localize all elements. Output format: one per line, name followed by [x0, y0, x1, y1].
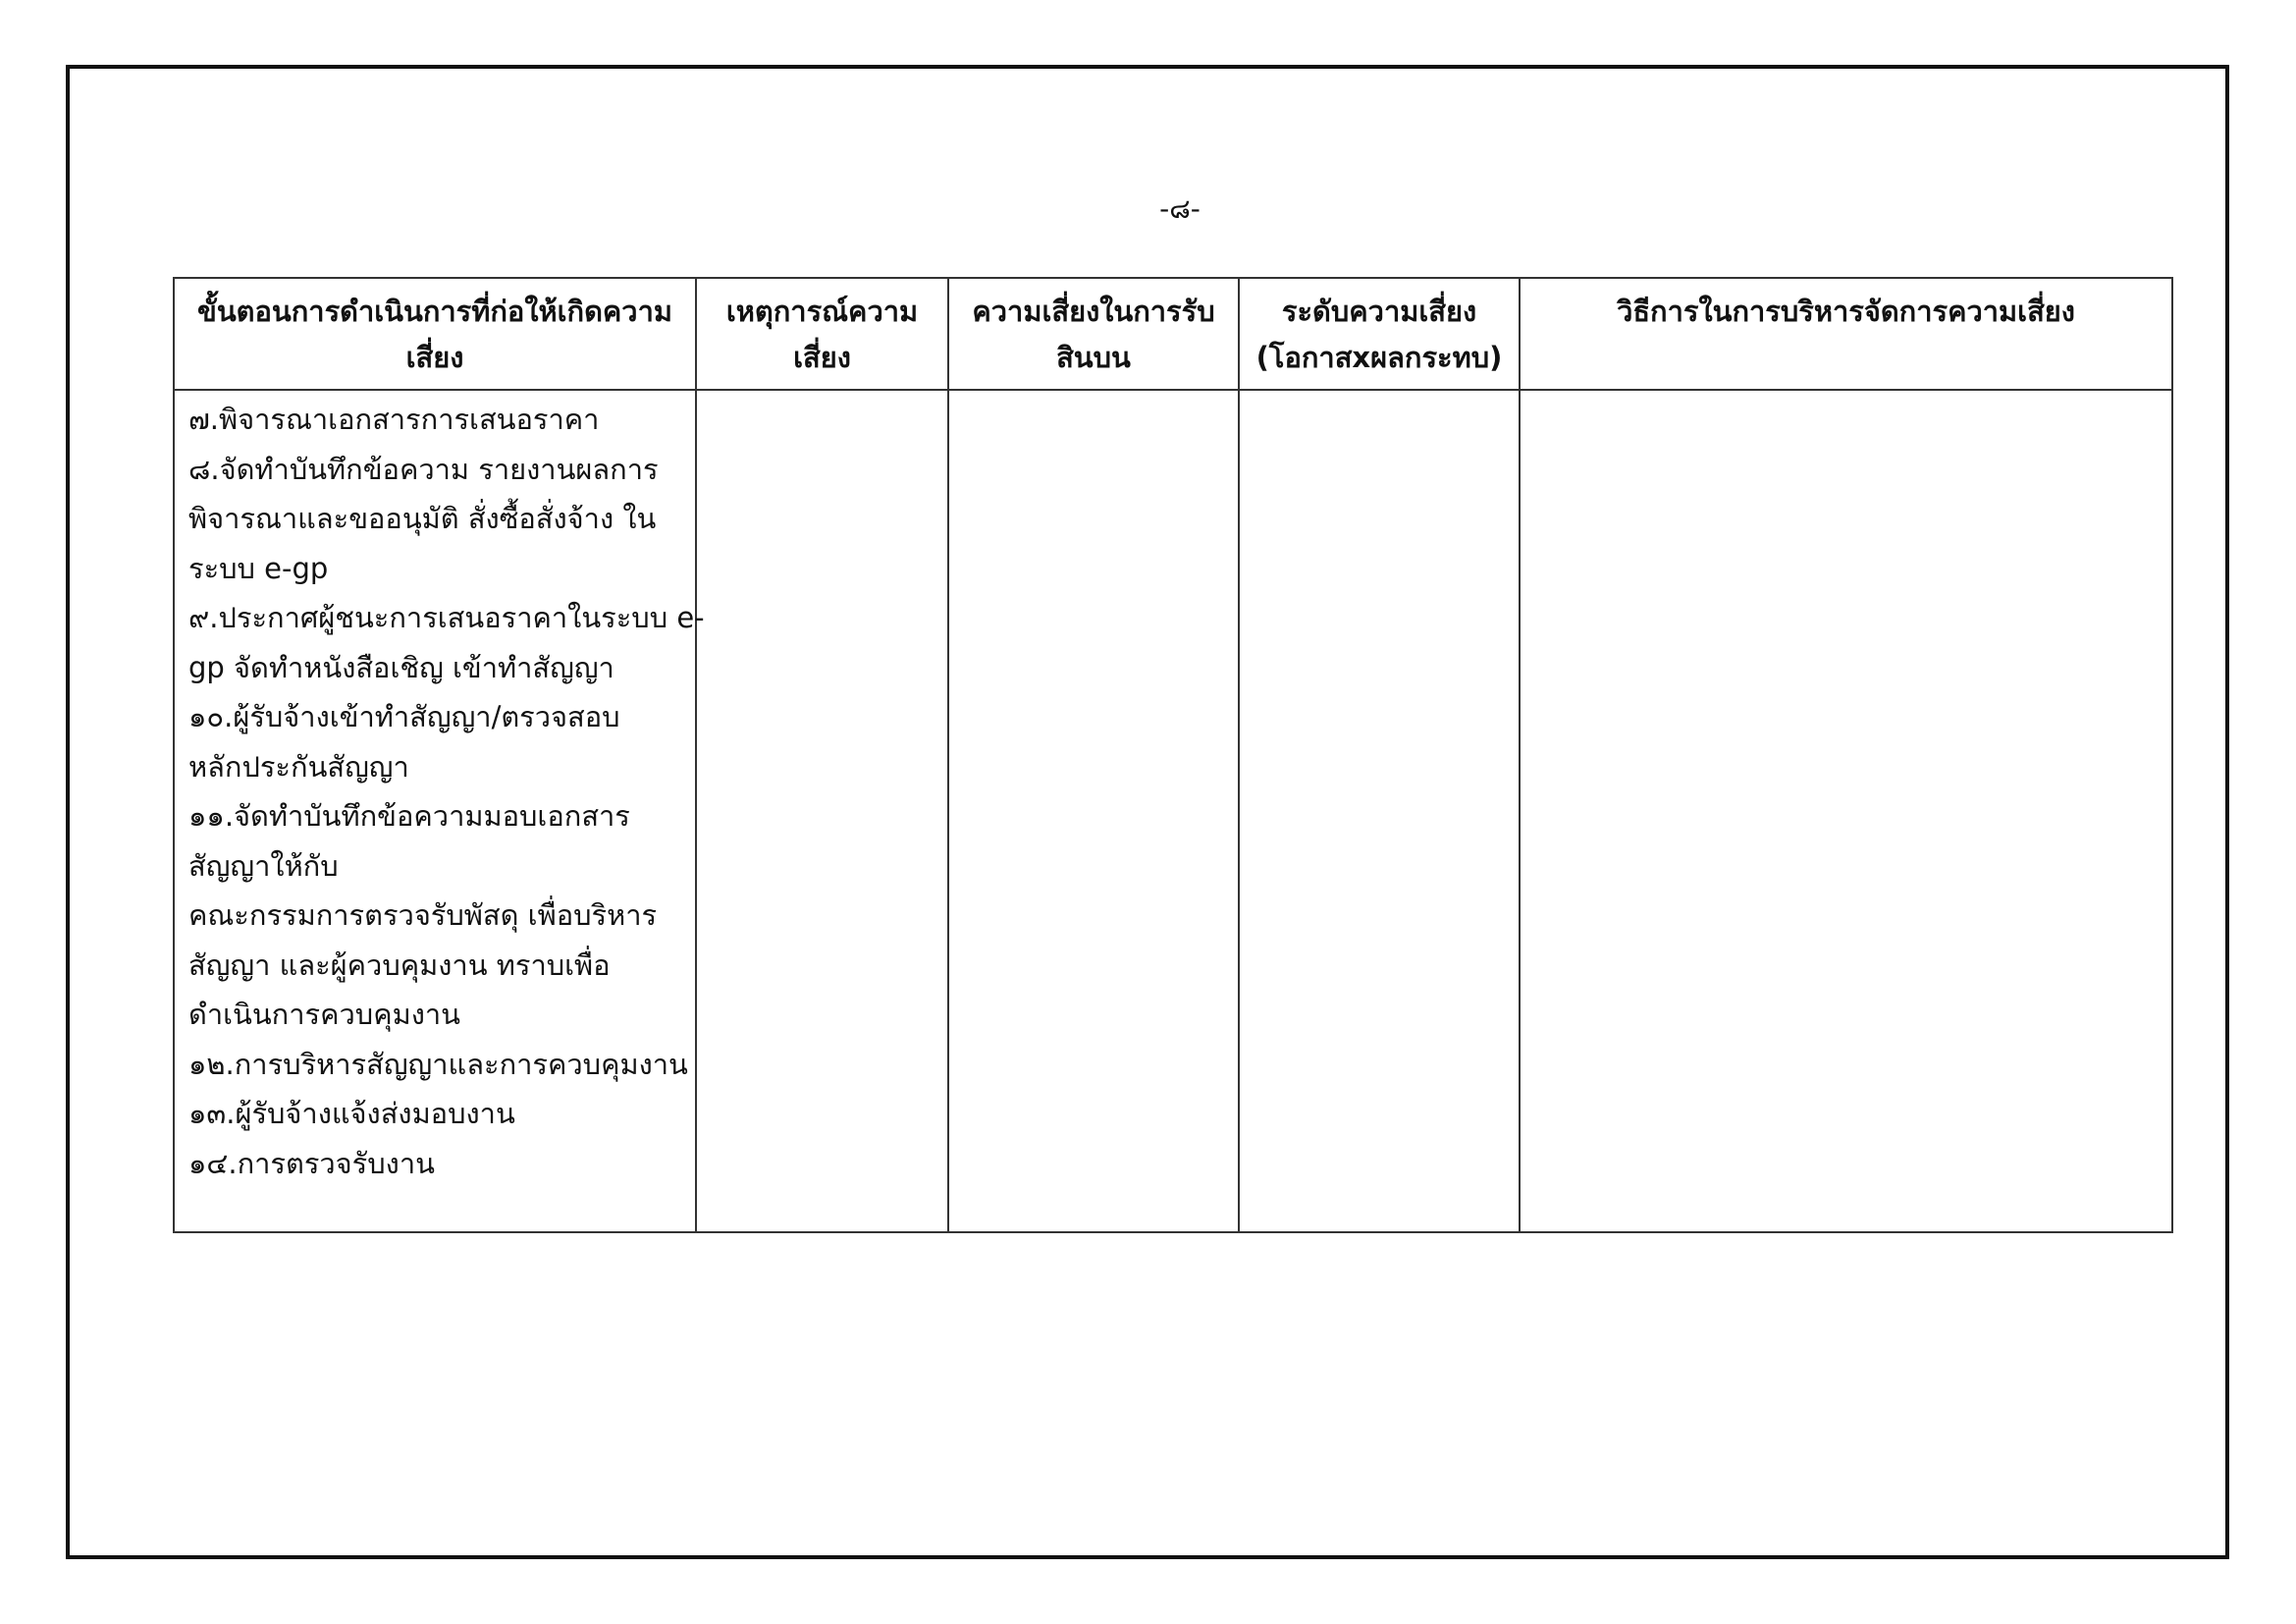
step-line: ๑๒.การบริหารสัญญาและการควบคุมงาน — [188, 1047, 688, 1081]
table-row — [174, 390, 2172, 1232]
risk-assessment-table — [173, 277, 2173, 1233]
step-line: ๙.ประกาศผู้ชนะการเสนอราคาในระบบ e- — [188, 601, 705, 634]
header-bribery-risk — [948, 278, 1239, 390]
cell-process-steps — [174, 390, 705, 1232]
step-line: gp จัดทำหนังสือเชิญ เข้าทำสัญญา — [188, 650, 614, 684]
step-line: คณะกรรมการตรวจรับพัสดุ เพื่อบริหาร — [188, 898, 658, 932]
step-line: ๑๐.ผู้รับจ้างเข้าทำสัญญา/ตรวจสอบ — [188, 700, 620, 733]
process-steps-list — [188, 395, 705, 1188]
header-risk-management-method — [1520, 278, 2172, 390]
step-line: ๘.จัดทำบันทึกข้อความ รายงานผลการ — [188, 452, 659, 486]
step-line: พิจารณาและขออนุมัติ สั่งซื้อสั่งจ้าง ใน — [188, 502, 657, 535]
step-line: ๑๔.การตรวจรับงาน — [188, 1146, 435, 1180]
header-text-line: วิธีการในการบริหารจัดการความเสี่ยง — [1617, 295, 2075, 328]
header-text-line: ความเสี่ยงในการรับ — [972, 295, 1215, 328]
step-line: ๑๑.จัดทำบันทึกข้อความมอบเอกสาร — [188, 799, 630, 833]
header-text-line: เสี่ยง — [405, 341, 464, 374]
step-line: ๗.พิจารณาเอกสารการเสนอราคา — [188, 403, 600, 436]
cell-risk-level — [1239, 390, 1520, 1232]
step-line: ดำเนินการควบคุมงาน — [188, 998, 460, 1031]
header-text-line: (โอกาสxผลกระทบ) — [1255, 341, 1503, 374]
header-process-steps — [174, 278, 696, 390]
header-text-line: สินบน — [1056, 341, 1131, 374]
step-line: สัญญา และผู้ควบคุมงาน ทราบเพื่อ — [188, 947, 611, 982]
cell-bribery-risk — [948, 390, 1239, 1232]
step-line: สัญญาให้กับ — [188, 848, 339, 883]
step-line: ระบบ e-gp — [188, 551, 329, 585]
header-text-line: ขั้นตอนการดำเนินการที่ก่อให้เกิดความ — [197, 295, 672, 328]
table-header-row — [174, 278, 2172, 390]
cell-risk-event — [696, 390, 948, 1232]
page-number: -๘- — [1159, 192, 1201, 225]
header-risk-level — [1239, 278, 1520, 390]
cell-risk-management-method — [1520, 390, 2172, 1232]
header-text-line: เสี่ยง — [793, 341, 851, 374]
step-line: ๑๓.ผู้รับจ้างแจ้งส่งมอบงาน — [188, 1097, 515, 1130]
header-risk-event — [696, 278, 948, 390]
header-text-line: เหตุการณ์ความ — [725, 295, 919, 328]
step-line: หลักประกันสัญญา — [188, 749, 409, 784]
header-text-line: ระดับความเสี่ยง — [1281, 295, 1477, 328]
